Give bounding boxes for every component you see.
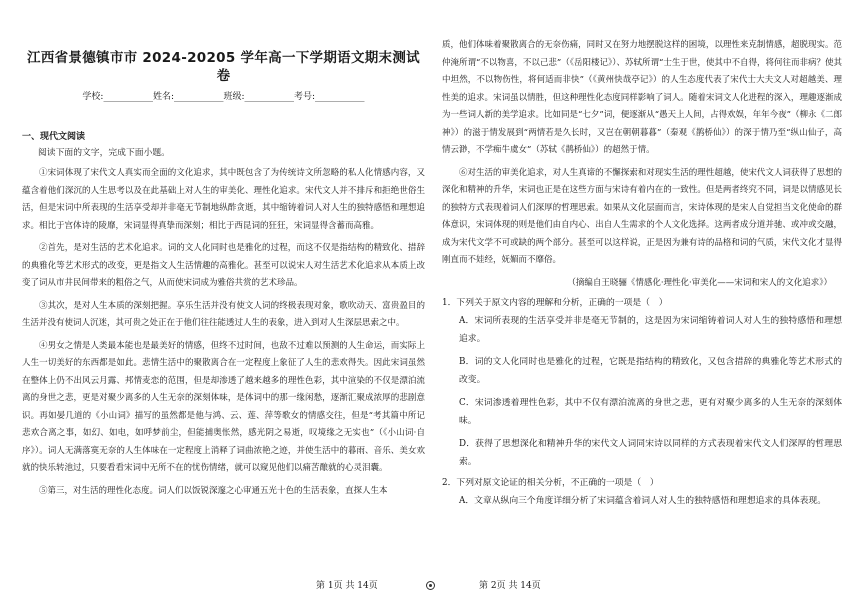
left-column	[22, 0, 425, 579]
page-footer	[0, 579, 860, 593]
center-circle-icon	[426, 581, 435, 590]
question-1-option-b: B．词的文人化同时也是雅化的过程，它既是指结构的精致化，又包含措辞的典雅化等艺术形式的改变。	[459, 356, 842, 385]
passage-paragraph-5: ⑤第三，对生活的理性化态度。词人们以饭锐深邃之心审通五光十色的生活表象，直探人生本	[39, 485, 388, 496]
source-citation: （摘编自王晓骊《情感化·理性化·审美化——宋词和宋人的文化追求》）	[567, 277, 832, 288]
question-1-stem: 1．下列关于原文内容的理解和分析，正确的一项是（ ）	[442, 297, 668, 308]
reading-instruction: 阅读下面的文字，完成下面小题。	[38, 148, 170, 158]
passage-paragraph-2: ②首先，是对生活的艺术化追求。词的文人化同时也是雅化的过程，而这不仅是指结构的精致化、措辞的典雅化等艺术形式的改变，更是指文人生活情趣的高雅化。甚至可以说宋人对生活艺术化追求从本质上改变了词从市井民间带来的粗俗之气，从而使宋词成为雅俗共赏的艺术珍品。	[22, 243, 425, 288]
exam-title: 江西省景德镇市市 2024-20205 学年高一下学期语文期末测试卷	[27, 50, 420, 84]
passage-paragraph-6: ⑥对生活的审美化追求，对人生真谛的不懈探索和对现实生活的理性超越，使宋代文人词获得了思想的深化和精神的升华，宋词也正是在这些方面与宋诗有着内在的一致性。但是两者终究不同，词是以情感见长的独特方式表现着词人们深厚的哲理思索。如果从文化层面而言，宋诗体现的是宋人自觉担当文化使命的群体意识，宋词体现的则是他们由自内心、出自人生需求的个人文化选择。这两者成分道并驰、或冲或交融，成为宋代文学不可或缺的两个部分。甚至可以这样说，正是因为兼有诗的品格和词的气质，宋代文化才显得刚直而不娃经，妩媚而不靡俗。	[442, 167, 842, 265]
passage-paragraph-3: ③其次，是对人生本质的深刻把握。享乐生活并没有使文人词的终极表现对象，歌吹动天、富贵盈目的生活并没有使词人沉迷，其可贵之处正在于他们往往能透过人生的表象，进入到对人生深层思索之中。	[22, 300, 425, 328]
question-2-stem: 2．下列对原文论证的相关分析，不正确的一项是（ ）	[442, 477, 659, 488]
question-1-option-c: C．宋词渗透着理性色彩，其中不仅有漂泊流离的身世之悲，更有对聚少离多的人生无奈的深刻体味。	[459, 397, 842, 426]
section-heading: 一、现代文阅读	[22, 132, 86, 142]
passage-paragraph-5-continued: 质，他们体味着聚散离合的无奈伤痛，同时又在努力地摆脱这样的困境，以理性来克制情感，超脱现实。范仲淹所谓“不以物喜，不以己悲”（《岳阳楼记》）、苏轼所谓“士生于世，使其中不自得，将何往而非病？使其中坦然，不以物伤性，将何适而非快”（《黄州快哉亭记》）的人生态度代表了宋代士大夫文人对超越美、理性美的追求。宋词虽以情胜，但这种理性化态度同样影响了词人。随着宋词文人化进程的深入，理趣逐渐成为一些词人新的美学追求。比如同是“七夕”词，便逐渐从“愚天上人间，占得欢娱，年年今夜”（柳永《二郎神》）的滋于情发展到“两情若是久长时，又岂在朝朝暮暮”（秦观《鹊桥仙》）的深于情乃至“纵山仙子，高情云渺，不学痴牛虞女”（苏轼《鹊桥仙》）的超然于情。	[442, 40, 842, 155]
question-1-option-d: D．获得了思想深化和精神升华的宋代文人词同宋诗以同样的方式表现着宋代文人们深厚的哲理思索。	[459, 438, 842, 467]
passage-paragraph-4: ④男女之情是人类最本能也是最美好的情感，但终不过时间，也敌不过难以预测的人生命运，而实际上人生一切美好的东西都是如此。悲情生活中的聚散离合在一定程度上象征了人生的悲欢得失。因此宋词虽然在整体上仍不出风云月露、邦情麦恋的范围，但是却渗透了越来越多的理性色彩，其中渲染的不仅是漂泊流离的身世之悲，更是对聚少离多的人生无奈的深刻体味，是体词中的那一缘闲愁，逐渐汇聚成浓厚的悲剧意识。再如晏几道的《小山词》描写的虽然都是他与鸿、云、莲、萍等歌女的情感交往，但是“考其篇中所记悲欢合离之事，如幻、如电，如呼梦前尘，但能捕奥怅然，感光阴之易逝，叹境缘之无实也”（《小山词·自序》）。词人无满落寞无奈的人生体味在一定程度上消释了词曲浓艳之迹，并使生活中的暮雨、音乐、美女欢就的快乐转池过，只要看看宋词中无所不在的忧伤情绪，就可以窥见他们以痛苦酿就的心灵泪囊。	[22, 340, 425, 473]
right-page-number: 第 2页 共 14页	[479, 581, 541, 591]
left-page-number: 第 1页 共 14页	[316, 581, 378, 591]
question-1-option-a: A．宋词所表现的生活享受并非是毫无节制的，这是因为宋词缩铸着词人对人生的独特感悟和理想追求。	[459, 315, 842, 344]
question-2-option-a: A．文章从纵向三个角度详细分析了宋词蕴含着词人对人生的独特感悟和理想追求的具体表现。	[459, 495, 827, 506]
passage-paragraph-1: ①宋词体现了宋代文人真实而全面的文化追求，其中既包含了为传统诗文所忽略的私人化情感内容，又蕴含着他们深沉的人生思考以及在此基础上对人生的审美化、理性化追求。宋代文人并不排斥和拒绝世俗生活，但是宋词中所表现的生活享受却并非毫无节制地纵酢贪逝，其中缩铸着词人对人生的独特感悟和理想追求。相比于宫体诗的陵靡，宋词显得真挚而深刻；相比于西昆词的狂狂，宋词显得含蓄而高雅。	[22, 168, 425, 231]
right-column	[442, 0, 842, 579]
student-info-line: 学校:___________姓名:___________班级:___________考号:___________	[82, 92, 365, 102]
